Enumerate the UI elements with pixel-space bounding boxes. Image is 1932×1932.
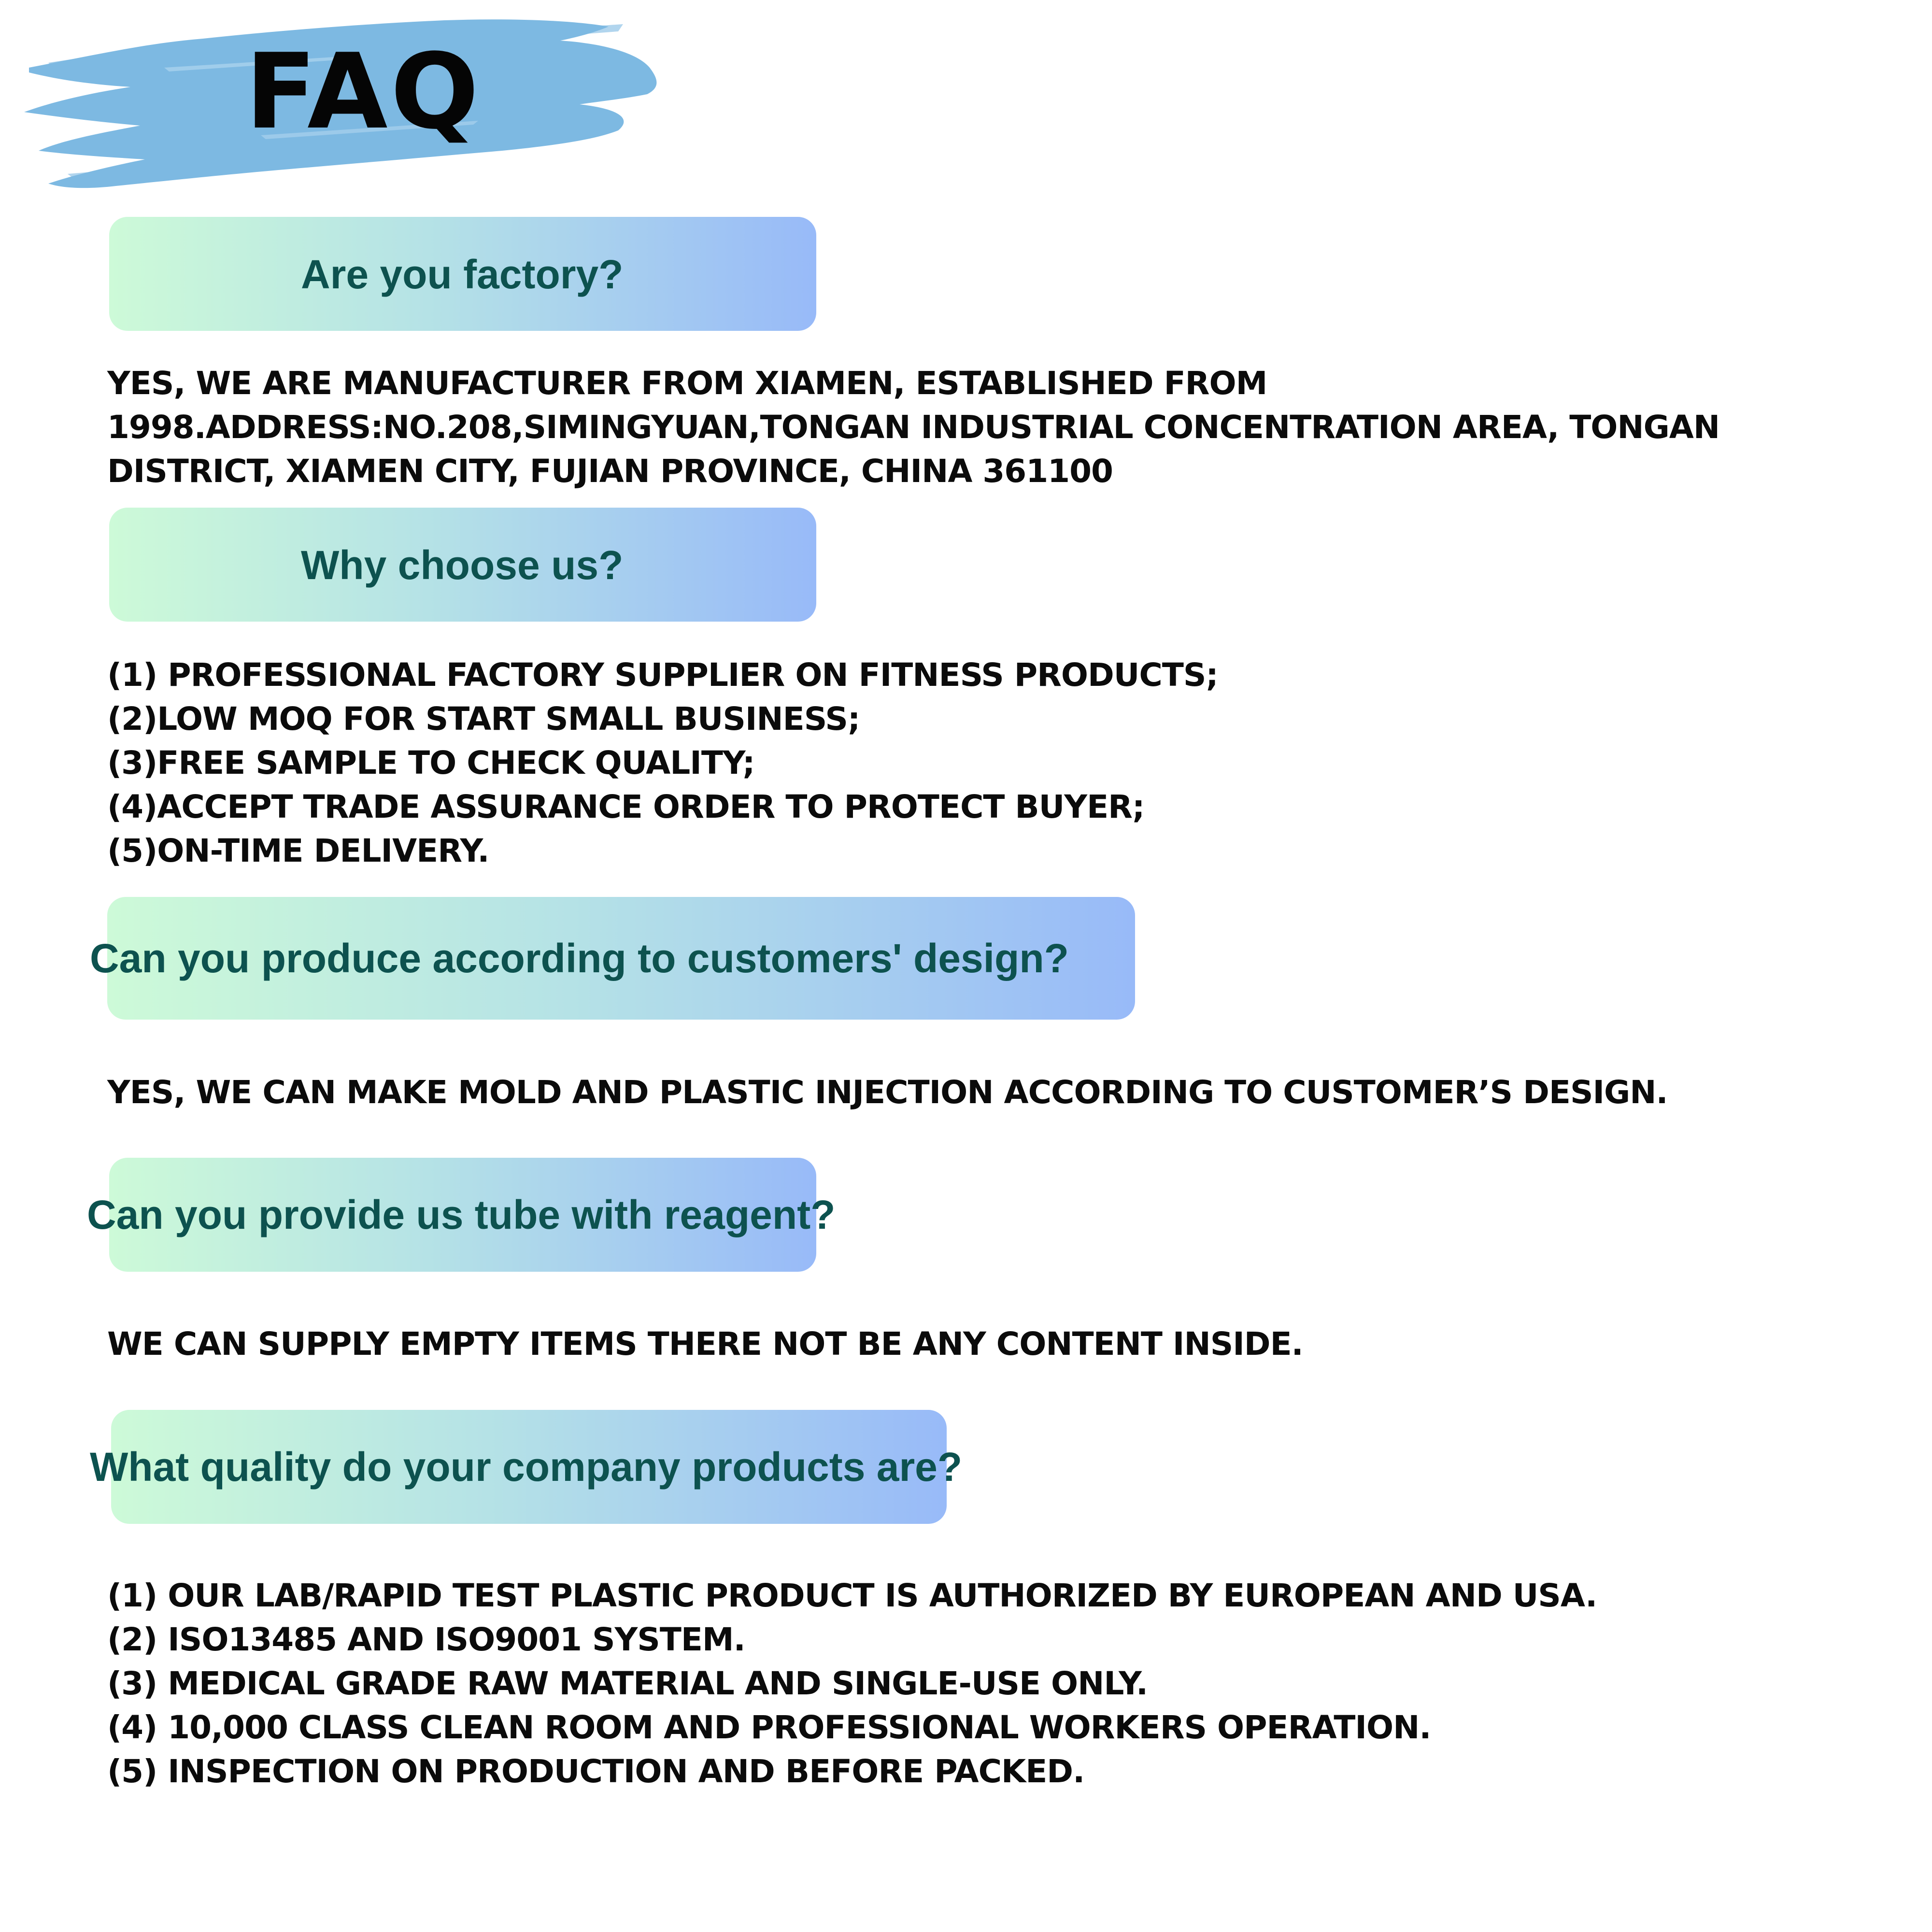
question-text: Why choose us? <box>301 542 624 588</box>
answer-line: (1) PROFESSIONAL FACTORY SUPPLIER ON FITNESS PRODUCTS; <box>107 656 1218 694</box>
answer-line: (4) 10,000 CLASS CLEAN ROOM AND PROFESSIONAL WORKERS OPERATION. <box>107 1709 1431 1746</box>
answer-line: (2)LOW MOQ FOR START SMALL BUSINESS; <box>107 700 860 738</box>
question-text: Are you factory? <box>301 252 624 297</box>
answer-line: (5)ON-TIME DELIVERY. <box>107 832 489 869</box>
answer-line: 1998.ADDRESS:NO.208,SIMINGYUAN,TONGAN INDUSTRIAL CONCENTRATION AREA, TONGAN <box>107 409 1720 446</box>
answer-line: YES, WE CAN MAKE MOLD AND PLASTIC INJECTION ACCORDING TO CUSTOMER’S DESIGN. <box>107 1074 1668 1111</box>
answer-text <box>107 1070 1668 1114</box>
answer-line: (3) MEDICAL GRADE RAW MATERIAL AND SINGLE-USE ONLY. <box>107 1665 1148 1702</box>
answer-text <box>107 1322 1303 1366</box>
answer-text <box>107 361 1719 493</box>
answer-line: DISTRICT, XIAMEN CITY, FUJIAN PROVINCE, CHINA 361100 <box>107 453 1113 490</box>
question-text: Can you provide us tube with reagent? <box>87 1192 836 1237</box>
answer-text <box>107 653 1218 873</box>
answer-line: (2) ISO13485 AND ISO9001 SYSTEM. <box>107 1621 745 1658</box>
page-title: FAQ <box>245 31 482 152</box>
answer-line: (5) INSPECTION ON PRODUCTION AND BEFORE PACKED. <box>107 1753 1085 1790</box>
question-text: Can you produce according to customers' design? <box>90 936 1069 981</box>
question-text: What quality do your company products are? <box>90 1444 963 1490</box>
answer-line: WE CAN SUPPLY EMPTY ITEMS THERE NOT BE ANY CONTENT INSIDE. <box>107 1325 1303 1363</box>
answer-text <box>107 1574 1597 1793</box>
answer-line: (1) OUR LAB/RAPID TEST PLASTIC PRODUCT IS AUTHORIZED BY EUROPEAN AND USA. <box>107 1577 1597 1614</box>
answer-line: (4)ACCEPT TRADE ASSURANCE ORDER TO PROTECT BUYER; <box>107 788 1145 825</box>
answer-line: (3)FREE SAMPLE TO CHECK QUALITY; <box>107 744 755 781</box>
answer-line: YES, WE ARE MANUFACTURER FROM XIAMEN, ESTABLISHED FROM <box>107 365 1267 402</box>
